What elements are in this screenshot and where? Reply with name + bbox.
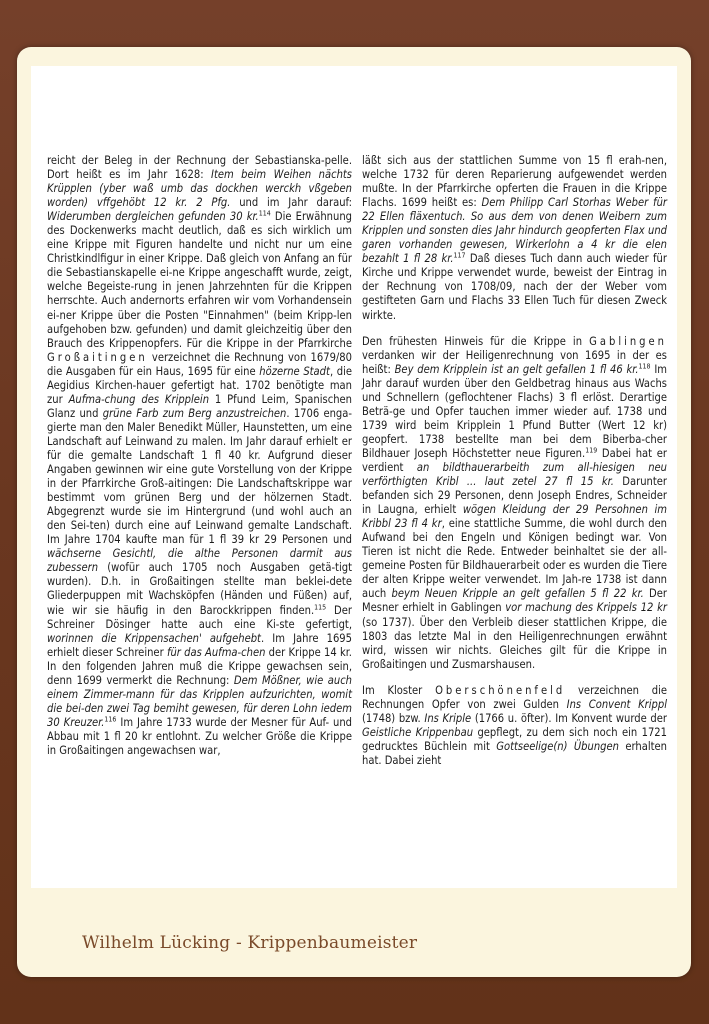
paragraph: läßt sich aus der stattlichen Summe von 15 fl erah-nen, welche 1732 für deren Reparierung aufgewendet werden mußte. In der Pfarrkirche opferten die Frauen in die Krippe Flachs. 1699 heißt es: Dem Philipp Carl Storhas Weber für 22 Ellen fläxentuch. So aus dem von denen Weibern zum Kripplen und sonsten dies Jahr hindurch geopferten Flax und garen vorhanden gewesen, Wirkerlohn a 4 kr die elen bezahlt 1 fl 28 kr.$^{117}$ Daß dieses Tuch dann auch wieder für Kirche und Krippe verwendet wurde, beweist der Eintrag in der Rechnung von 1708/09, nach der der Weber vom gestifteten Garn und Flachs 33 Ellen Tuch für diesen Zweck wirkte. (362, 154, 667, 322)
text-column-right (362, 154, 667, 768)
footnote-ref: 115 (314, 602, 327, 611)
footnote-ref: 117 (453, 251, 466, 260)
footnote-ref: 116 (104, 715, 117, 724)
text-column-left (47, 154, 352, 758)
paragraph: reicht der Beleg in der Rechnung der Sebastianska-pelle. Dort heißt es im Jahr 1628: Item beim Weihen nächts Krüpplen (yber waß umb das dockhen werckh vßgeben worden) vffgehöbt 12 kr. 2 Pfg. und im Jahr darauf: Widerumben dergleichen gefunden 30 kr.$^{114}$ Die Erwähnung des Dockenwerks macht deutlich, daß es sich wirklich um eine Krippe mit Figuren handelte und nicht nur um eine Christkindlfigur in einer Krippe. Daß gleich von Anfang an für die Sebastianskapelle ei-ne Krippe angeschafft wurde, zeigt, welche Begeiste-rung in jenen Jahrzehnten für die Krippen herrschte. Auch andernorts erfahren wir vom Vorhandensein ei-ner Krippe über die Posten "Einnahmen" (beim Kripp-len aufgehoben bzw. gefunden) und damit gleichzeitig über den Brauch des Krippenopfers. Für die Krippe in der Pfarrkirche Großaitingen verzeichnet die Rechnung von 1679/80 die Ausgaben für ein Haus, 1695 für eine hözerne Stadt, die Aegidius Kirchen-hauer gefertigt hat. 1702 benötigte man zur Aufma-chung des Kripplein 1 Pfund Leim, Spanischen Glanz und grüne Farb zum Berg anzustreichen. 1706 enga-gierte man den Maler Benedikt Müller, Haunstetten, um eine Landschaft auf Leinwand zu malen. Im Jahr darauf erhielt er für die gemalte Landschaft 1 fl 40 kr. Aufgrund dieser Angaben gewinnen wir eine gute Vorstellung von der Krippe in der Pfarrkirche Groß-aitingen: Die Landschaftskrippe war bestimmt vom grünen Berg und der hölzernen Stadt. Abgegrenzt wurde sie im Hintergrund (und wohl auch an den Sei-ten) durch eine auf Leinwand gemalte Landschaft. Im Jahre 1704 kaufte man für 1 fl 39 kr 29 Personen und wächserne Gesichtl, die althe Personen darmit aus zubessern (wofür auch 1705 noch Ausgaben getä-tigt wurden). D.h. in Großaitingen stellte man beklei-dete Gliederpuppen mit Wachsköpfen (Händen und Füßen) auf, wie wir sie häufig in den Barockkrippen finden.$^{115}$ Der Schreiner Dösinger hatte auch eine Ki-ste gefertigt, worinnen die Krippensachen' aufgehebt. Im Jahre 1695 erhielt dieser Schreiner für das Aufma-chen der Krippe 14 kr. In den folgenden Jahren muß die Krippe gewachsen sein, denn 1699 vermerkt die Rechnung: Dem Mößner, wie auch einem Zimmer-mann für das Kripplen aufzurichten, womit die bei-den zwei Tag bemiht gewesen, für deren Lohn iedem 30 Kreuzer.$^{116}$ Im Jahre 1733 wurde der Mesner für Auf- und Abbau mit 1 fl 20 kr entlohnt. Zu welcher Größe die Krippe in Großaitingen angewachsen war, (47, 154, 353, 757)
paragraph: Im Kloster Oberschönenfeld verzeichnen die Rechnungen Opfer von zwei Gulden Ins Convent Krippl (1748) bzw. Ins Kriple (1766 u. öfter). Im Konvent wurde der Geistliche Krippenbau gepflegt, zu dem sich noch ein 1721 gedrucktes Büchlein mit Gottseelige(n) Übungen erhalten hat. Dabei zieht (362, 683, 668, 767)
footnote-ref: 118 (638, 361, 651, 370)
page-caption: Wilhelm Lücking - Krippenbaumeister (82, 933, 418, 953)
place-name: Oberschönenfeld (435, 683, 566, 697)
paragraph: Den frühesten Hinweis für die Krippe in Gablingen verdanken wir der Heiligenrechnung von 1695 in der es heißt: Bey dem Kripplein ist an gelt gefallen 1 fl 46 kr.$^{118}$ Im Jahr darauf wurden über den Geldbetrag hinaus aus Wachs und Schnellern (geflochtener Flachs) 3 fl erlöst. Derartige Beträ-ge und Opfer tauchen immer wieder auf. 1738 und 1739 wird beim Kripplein 1 Pfund Butter (Wert 12 kr) geopfert. 1738 bestellte man bei dem Biberba-cher Bildhauer Joseph Höchstetter neue Figuren.$^{119}$ Dabei hat er verdient an bildthauerarbeith zum all-hiesigen neu verförthigten Kribl ... laut zetel 27 fl 15 kr. Darunter befanden sich 29 Personen, denn Joseph Endres, Schneider in Laugna, erhielt wögen Kleidung der 29 Persohnen im Kribbl 23 fl 4 kr, eine stattliche Summe, die wohl durch den Aufwand bei den Engeln und Königen bedingt war. Von Tieren ist nicht die Rede. Entweder beinhaltet sie der all-gemeine Posten für Bildhauerarbeit oder es wurden die Tiere der alten Krippe weiter verwendet. Im Jah-re 1738 ist dann auch beym Neuen Kripple an gelt gefallen 5 fl 22 kr. Der Mesner erhielt in Gablingen vor machung des Krippels 12 kr (so 1737). Über den Verbleib dieser stattlichen Krippe, die 1803 das letzte Mal in den Heiligenrechnungen erwähnt wird, wissen wir nichts. Gleiches gilt für die Krippe in Großaitingen und Zusmarshausen. (362, 334, 667, 671)
place-name: Großaitingen (47, 350, 148, 364)
place-name: Gablingen (589, 334, 667, 348)
footnote-ref: 114 (258, 209, 271, 218)
footnote-ref: 119 (585, 446, 598, 455)
